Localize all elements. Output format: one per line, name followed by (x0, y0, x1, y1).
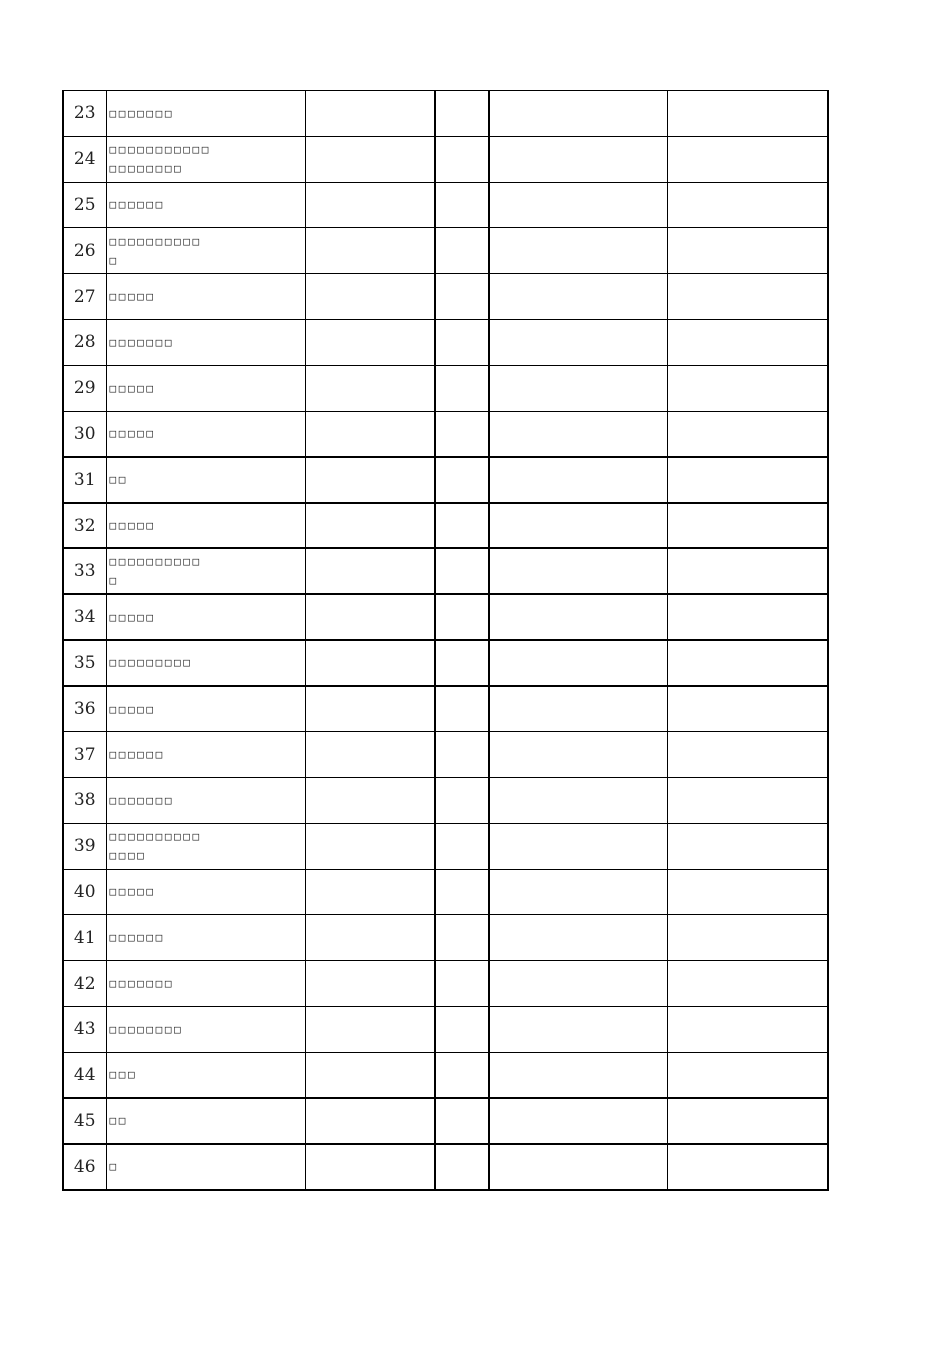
row-label: □□□□□ (106, 594, 305, 640)
empty-cell (667, 182, 828, 228)
empty-cell (667, 548, 828, 594)
table-row (63, 365, 828, 411)
empty-cell (305, 548, 435, 594)
empty-cell (667, 1098, 828, 1144)
row-label: □□□□□□ (106, 182, 305, 228)
empty-cell (305, 182, 435, 228)
table-row (63, 136, 828, 182)
empty-cell (489, 457, 667, 503)
table-row (63, 91, 828, 137)
empty-cell (489, 732, 667, 778)
table-row (63, 1098, 828, 1144)
empty-cell (305, 411, 435, 457)
row-number: 45 (63, 1098, 106, 1144)
row-number: 24 (63, 136, 106, 182)
row-number: 46 (63, 1144, 106, 1190)
table-row (63, 869, 828, 915)
table-row (63, 503, 828, 549)
empty-cell (305, 274, 435, 320)
row-number: 41 (63, 915, 106, 961)
empty-cell (305, 869, 435, 915)
row-label: □□□ (106, 1052, 305, 1098)
row-label: □□□□□□□□□□ □□□□ (106, 823, 305, 869)
empty-cell (305, 457, 435, 503)
row-number: 43 (63, 1006, 106, 1052)
empty-cell (489, 1098, 667, 1144)
table-row (63, 457, 828, 503)
form-table-body (63, 91, 828, 1190)
row-number: 35 (63, 640, 106, 686)
empty-cell (489, 319, 667, 365)
empty-cell (435, 319, 489, 365)
table-row (63, 777, 828, 823)
row-number: 36 (63, 686, 106, 732)
row-label: □□□□□□□ (106, 777, 305, 823)
empty-cell (489, 1144, 667, 1190)
empty-cell (305, 732, 435, 778)
empty-cell (305, 91, 435, 137)
empty-cell (435, 640, 489, 686)
empty-cell (305, 961, 435, 1007)
table-row (63, 686, 828, 732)
empty-cell (489, 961, 667, 1007)
empty-cell (305, 640, 435, 686)
empty-cell (489, 594, 667, 640)
empty-cell (489, 503, 667, 549)
empty-cell (667, 319, 828, 365)
empty-cell (305, 503, 435, 549)
empty-cell (305, 1006, 435, 1052)
empty-cell (489, 869, 667, 915)
empty-cell (489, 823, 667, 869)
empty-cell (667, 365, 828, 411)
table-row (63, 823, 828, 869)
row-label: □□ (106, 1098, 305, 1144)
row-label: □□□□□ (106, 365, 305, 411)
row-label: □□□□□□□□□□ □ (106, 548, 305, 594)
row-number: 33 (63, 548, 106, 594)
empty-cell (489, 1052, 667, 1098)
row-number: 32 (63, 503, 106, 549)
table-row (63, 640, 828, 686)
empty-cell (435, 91, 489, 137)
row-label: □□□□□ (106, 503, 305, 549)
empty-cell (435, 228, 489, 274)
empty-cell (435, 457, 489, 503)
empty-cell (435, 869, 489, 915)
row-label: □ (106, 1144, 305, 1190)
row-label: □□□□□ (106, 869, 305, 915)
empty-cell (435, 503, 489, 549)
row-number: 25 (63, 182, 106, 228)
empty-cell (667, 136, 828, 182)
table-row (63, 228, 828, 274)
empty-cell (489, 91, 667, 137)
empty-cell (667, 1144, 828, 1190)
row-label: □□□□□□□□□□ □ (106, 228, 305, 274)
table-row (63, 961, 828, 1007)
empty-cell (435, 594, 489, 640)
row-number: 28 (63, 319, 106, 365)
empty-cell (435, 686, 489, 732)
empty-cell (305, 823, 435, 869)
empty-cell (667, 686, 828, 732)
empty-cell (489, 686, 667, 732)
row-number: 44 (63, 1052, 106, 1098)
empty-cell (435, 1006, 489, 1052)
empty-cell (435, 732, 489, 778)
empty-cell (305, 1052, 435, 1098)
row-number: 37 (63, 732, 106, 778)
row-label: □□□□□□□ (106, 961, 305, 1007)
empty-cell (667, 777, 828, 823)
table-row (63, 182, 828, 228)
empty-cell (667, 457, 828, 503)
empty-cell (305, 136, 435, 182)
row-label: □□□□□ (106, 411, 305, 457)
empty-cell (489, 136, 667, 182)
empty-cell (667, 961, 828, 1007)
empty-cell (435, 365, 489, 411)
empty-cell (305, 1144, 435, 1190)
empty-cell (435, 915, 489, 961)
table-row (63, 411, 828, 457)
row-number: 34 (63, 594, 106, 640)
empty-cell (489, 915, 667, 961)
empty-cell (667, 823, 828, 869)
row-number: 27 (63, 274, 106, 320)
empty-cell (667, 732, 828, 778)
empty-cell (489, 1006, 667, 1052)
empty-cell (667, 274, 828, 320)
row-label: □□□□□ (106, 686, 305, 732)
row-label: □□□□□□□□ (106, 1006, 305, 1052)
empty-cell (435, 1098, 489, 1144)
empty-cell (489, 777, 667, 823)
form-table (62, 90, 829, 1191)
empty-cell (667, 91, 828, 137)
empty-cell (305, 686, 435, 732)
row-number: 26 (63, 228, 106, 274)
table-row (63, 319, 828, 365)
table-row (63, 1052, 828, 1098)
empty-cell (435, 136, 489, 182)
empty-cell (435, 274, 489, 320)
row-number: 40 (63, 869, 106, 915)
empty-cell (667, 1052, 828, 1098)
table-row (63, 915, 828, 961)
row-label: □□ (106, 457, 305, 503)
empty-cell (435, 961, 489, 1007)
empty-cell (667, 594, 828, 640)
row-number: 31 (63, 457, 106, 503)
row-label: □□□□□□ (106, 732, 305, 778)
row-number: 39 (63, 823, 106, 869)
empty-cell (489, 274, 667, 320)
row-label: □□□□□□□□□ (106, 640, 305, 686)
empty-cell (435, 548, 489, 594)
empty-cell (435, 411, 489, 457)
row-number: 29 (63, 365, 106, 411)
row-label: □□□□□□□ (106, 319, 305, 365)
empty-cell (489, 365, 667, 411)
empty-cell (489, 182, 667, 228)
empty-cell (667, 640, 828, 686)
empty-cell (667, 869, 828, 915)
empty-cell (305, 594, 435, 640)
row-label: □□□□□□ (106, 915, 305, 961)
empty-cell (489, 640, 667, 686)
row-number: 38 (63, 777, 106, 823)
row-number: 23 (63, 91, 106, 137)
empty-cell (305, 365, 435, 411)
empty-cell (489, 411, 667, 457)
empty-cell (667, 411, 828, 457)
table-row (63, 548, 828, 594)
empty-cell (435, 777, 489, 823)
empty-cell (305, 915, 435, 961)
empty-cell (667, 228, 828, 274)
empty-cell (305, 319, 435, 365)
row-label: □□□□□ (106, 274, 305, 320)
empty-cell (667, 1006, 828, 1052)
table-row (63, 1144, 828, 1190)
table-row (63, 274, 828, 320)
table-row (63, 1006, 828, 1052)
empty-cell (435, 823, 489, 869)
empty-cell (305, 777, 435, 823)
table-row (63, 594, 828, 640)
empty-cell (489, 228, 667, 274)
row-number: 30 (63, 411, 106, 457)
empty-cell (667, 915, 828, 961)
empty-cell (667, 503, 828, 549)
table-row (63, 732, 828, 778)
empty-cell (305, 228, 435, 274)
row-label: □□□□□□□ (106, 91, 305, 137)
row-label: □□□□□□□□□□□ □□□□□□□□ (106, 136, 305, 182)
empty-cell (489, 548, 667, 594)
empty-cell (435, 1052, 489, 1098)
empty-cell (435, 182, 489, 228)
row-number: 42 (63, 961, 106, 1007)
empty-cell (305, 1098, 435, 1144)
empty-cell (435, 1144, 489, 1190)
